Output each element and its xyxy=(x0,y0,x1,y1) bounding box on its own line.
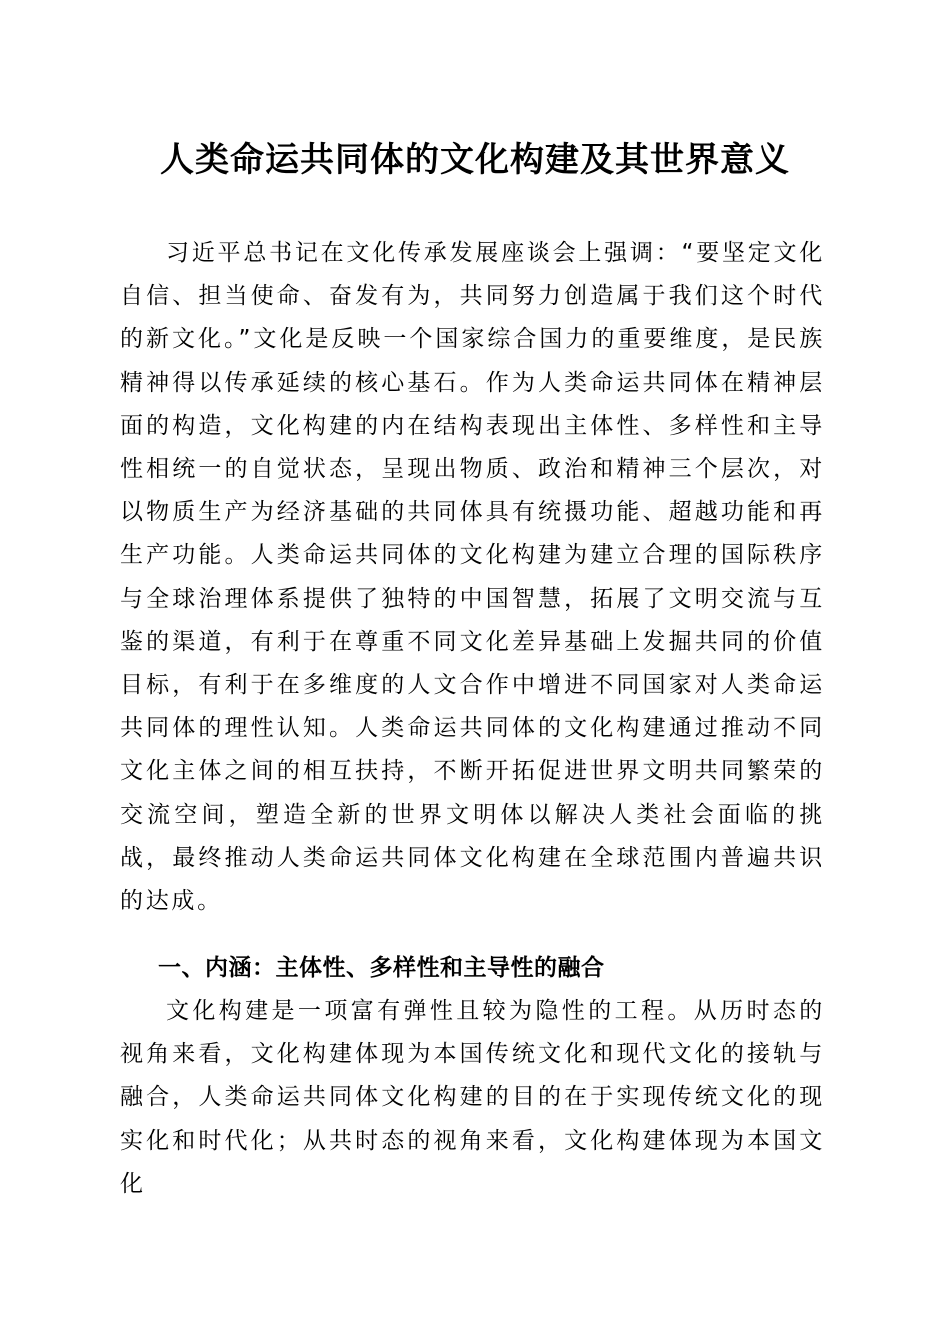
section-heading: 一、内涵：主体性、多样性和主导性的融合 xyxy=(158,955,605,981)
section-paragraph: 文化构建是一项富有弹性且较为隐性的工程。从历时态的视角来看，文化构建体现为本国传统文化和现代文化的接轨与融合，人类命运共同体文化构建的目的在于实现传统文化的现实化和时代化；从共时态的视角来看，文化构建体现为本国文化 xyxy=(120,998,825,1197)
intro-paragraph: 习近平总书记在文化传承发展座谈会上强调：“要坚定文化自信、担当使命、奋发有为，共同努力创造属于我们这个时代的新文化。”文化是反映一个国家综合国力的重要维度，是民族精神得以传承延续的核心基石。作为人类命运共同体在精神层面的构造，文化构建的内在结构表现出主体性、多样性和主导性相统一的自觉状态，呈现出物质、政治和精神三个层次，对以物质生产为经济基础的共同体具有统摄功能、超越功能和再生产功能。人类命运共同体的文化构建为建立合理的国际秩序与全球治理体系提供了独特的中国智慧，拓展了文明交流与互鉴的渠道，有利于在尊重不同文化差异基础上发掘共同的价值目标，有利于在多维度的人文合作中增进不同国家对人类命运共同体的理性认知。人类命运共同体的文化构建通过推动不同文化主体之间的相互扶持，不断开拓促进世界文明共同繁荣的交流空间，塑造全新的世界文明体以解决人类社会面临的挑战，最终推动人类命运共同体文化构建在全球范围内普遍共识的达成。 xyxy=(120,240,825,915)
document-title: 人类命运共同体的文化构建及其世界意义 xyxy=(160,140,790,180)
